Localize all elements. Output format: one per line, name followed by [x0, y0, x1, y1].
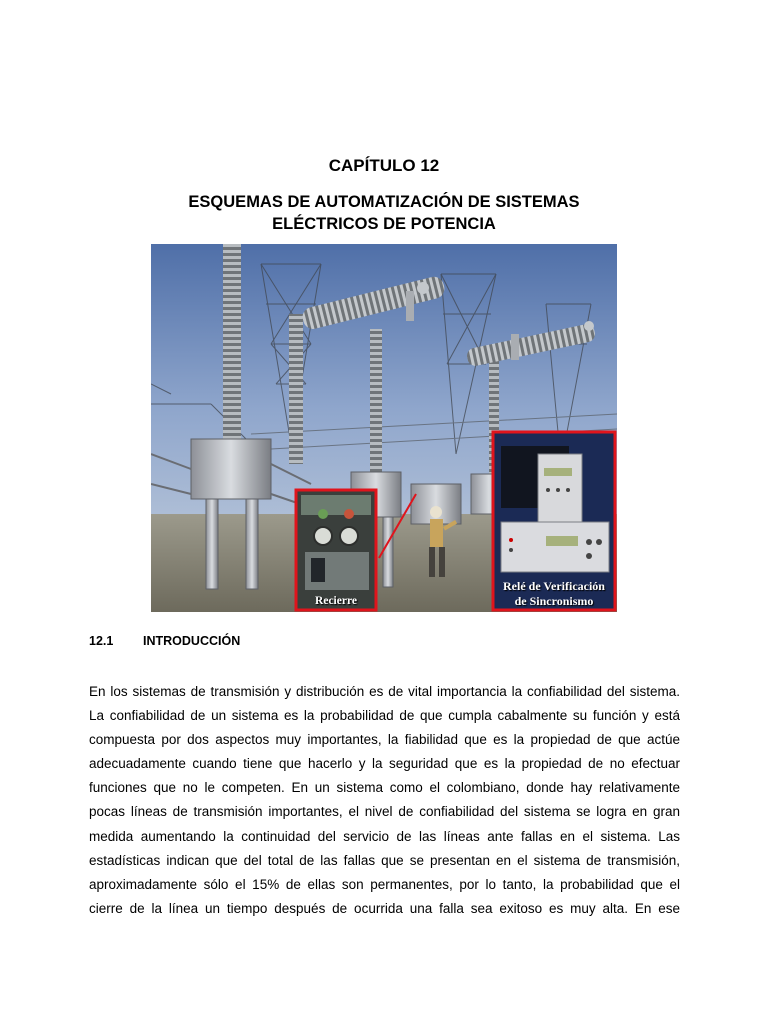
chapter-title-line-1: ESQUEMAS DE AUTOMATIZACIÓN DE SISTEMAS: [188, 193, 580, 211]
paragraph-line: compuesta por dos aspectos muy importantes, la fiabilidad que es la propiedad de que actúe: [89, 732, 680, 748]
paragraph-line: estadísticas indican que del total de las fallas que se presentan en el sistema de transmisión,: [89, 852, 680, 868]
paragraph-line: cierre de la línea un tiempo después de ocurrida una falla sea exitoso es muy alta. En ese: [89, 900, 680, 916]
paragraph-line: medida aumentando la continuidad del servicio de las líneas ante fallas en el sistema. Las: [89, 828, 680, 844]
intro-paragraph: [89, 680, 680, 921]
paragraph-line: funciones que no le competen. En un sistema como el colombiano, donde hay relativamente: [89, 780, 680, 796]
relay-label-line-1: Relé de Verificación: [503, 579, 605, 593]
relay-label: [494, 579, 614, 609]
paragraph-line: adecuadamente cuando tiene que hacerlo y la seguridad que es la propiedad de no efectuar: [89, 756, 680, 772]
recloser-label: Recierre: [315, 595, 357, 607]
chapter-label: CAPÍTULO 12: [328, 156, 440, 175]
relay-label-line-2: de Sincronismo: [514, 594, 594, 608]
chapter-title-line-2: ELÉCTRICOS DE POTENCIA: [272, 215, 496, 233]
substation-illustration: [151, 244, 617, 612]
paragraph-line: La confiabilidad de un sistema es la probabilidad de que cumpla cabalmente su función y está: [89, 708, 680, 724]
section-title: INTRODUCCIÓN: [143, 634, 241, 648]
substation-photo: [151, 244, 617, 612]
chapter-title: [120, 191, 648, 235]
paragraph-line: aproximadamente sólo el 15% de ellas son permanentes, por lo tanto, la probabilidad que el: [89, 876, 680, 892]
section-number: 12.1: [89, 634, 114, 648]
paragraph-line: En los sistemas de transmisión y distribución es de vital importancia la confiabilidad del sistema.: [89, 684, 680, 699]
paragraph-line: pocas líneas de transmisión importantes, el nivel de confiabilidad del sistema se logra en gran: [89, 804, 680, 820]
inset-recloser-photo: [296, 490, 376, 610]
